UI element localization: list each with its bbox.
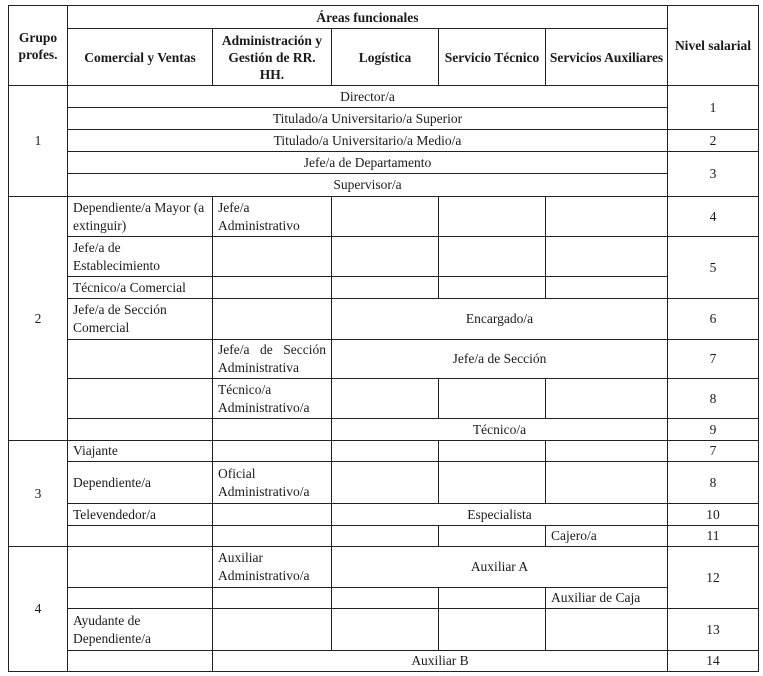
empty-cell xyxy=(332,379,439,419)
empty-cell xyxy=(68,340,213,379)
cell-jefe-departamento: Jefe/a de Departamento xyxy=(68,152,668,174)
empty-cell xyxy=(546,441,668,462)
nivel-1: 1 xyxy=(668,86,759,130)
cell-especialista: Especialista xyxy=(332,504,668,526)
nivel-4: 4 xyxy=(668,197,759,237)
header-nivel: Nivel salarial xyxy=(668,6,759,86)
header-grupo: Grupo profes. xyxy=(9,6,68,86)
cell-jefe-seccion: Jefe/a de Sección xyxy=(332,340,668,379)
cell-cajero: Cajero/a xyxy=(546,526,668,547)
empty-cell xyxy=(332,277,439,299)
empty-cell xyxy=(213,504,332,526)
empty-cell xyxy=(439,277,546,299)
empty-cell xyxy=(546,197,668,237)
nivel-13: 13 xyxy=(668,609,759,651)
empty-cell xyxy=(439,609,546,651)
group-3: 3 xyxy=(9,441,68,547)
empty-cell xyxy=(213,419,332,441)
cell-viajante: Viajante xyxy=(68,441,213,462)
cell-titulado-medio: Titulado/a Universitario/a Medio/a xyxy=(68,130,668,152)
empty-cell xyxy=(546,379,668,419)
nivel-5: 5 xyxy=(668,237,759,299)
nivel-6: 6 xyxy=(668,299,759,340)
nivel-3: 3 xyxy=(668,152,759,197)
cell-jefe-seccion-comercial: Jefe/a de Sección Comercial xyxy=(68,299,213,340)
empty-cell xyxy=(332,462,439,504)
cell-dependiente-mayor: Dependiente/a Mayor (a extinguir) xyxy=(68,197,213,237)
empty-cell xyxy=(213,299,332,340)
nivel-10: 10 xyxy=(668,504,759,526)
nivel-9: 9 xyxy=(668,419,759,441)
cell-encargado: Encargado/a xyxy=(332,299,668,340)
group-2: 2 xyxy=(9,197,68,441)
header-servicio-tecnico: Servicio Técnico xyxy=(439,29,546,86)
empty-cell xyxy=(546,609,668,651)
cell-ayudante-dependiente: Ayudante de Dependiente/a xyxy=(68,609,213,651)
empty-cell xyxy=(332,237,439,277)
empty-cell xyxy=(439,197,546,237)
empty-cell xyxy=(332,441,439,462)
empty-cell xyxy=(332,588,439,609)
empty-cell xyxy=(213,588,332,609)
empty-cell xyxy=(439,237,546,277)
empty-cell xyxy=(213,441,332,462)
empty-cell xyxy=(68,651,213,672)
cell-auxiliar-a: Auxiliar A xyxy=(332,547,668,588)
empty-cell xyxy=(439,379,546,419)
cell-jefe-establecimiento: Jefe/a de Establecimiento xyxy=(68,237,213,277)
group-1: 1 xyxy=(9,86,68,197)
nivel-7: 7 xyxy=(668,441,759,462)
nivel-7: 7 xyxy=(668,340,759,379)
cell-director: Director/a xyxy=(68,86,668,108)
empty-cell xyxy=(213,237,332,277)
header-areas: Áreas funcionales xyxy=(68,6,668,29)
empty-cell xyxy=(546,277,668,299)
empty-cell xyxy=(68,419,213,441)
cell-oficial-administrativo: Oficial Administrativo/a xyxy=(213,462,332,504)
header-comercial: Comercial y Ventas xyxy=(68,29,213,86)
cell-auxiliar-administrativo: Auxiliar Administrativo/a xyxy=(213,547,332,588)
salary-levels-table xyxy=(8,5,759,672)
cell-auxiliar-caja: Auxiliar de Caja xyxy=(546,588,668,609)
nivel-14: 14 xyxy=(668,651,759,672)
header-logistica: Logística xyxy=(332,29,439,86)
nivel-12: 12 xyxy=(668,547,759,609)
cell-supervisor: Supervisor/a xyxy=(68,174,668,197)
empty-cell xyxy=(332,609,439,651)
empty-cell xyxy=(439,588,546,609)
cell-televendedor: Televendedor/a xyxy=(68,504,213,526)
empty-cell xyxy=(439,526,546,547)
nivel-8: 8 xyxy=(668,462,759,504)
empty-cell xyxy=(332,197,439,237)
header-servicios-auxiliares: Servicios Auxiliares xyxy=(546,29,668,86)
nivel-2: 2 xyxy=(668,130,759,152)
header-administracion: Administración y Gestión de RR. HH. xyxy=(213,29,332,86)
empty-cell xyxy=(213,609,332,651)
empty-cell xyxy=(546,462,668,504)
empty-cell xyxy=(439,462,546,504)
cell-tecnico: Técnico/a xyxy=(332,419,668,441)
empty-cell xyxy=(68,547,213,588)
empty-cell xyxy=(546,237,668,277)
empty-cell xyxy=(332,526,439,547)
group-4: 4 xyxy=(9,547,68,672)
nivel-11: 11 xyxy=(668,526,759,547)
empty-cell xyxy=(439,441,546,462)
cell-jefe-seccion-administrativa: Jefe/a de Sección Administrativa xyxy=(213,340,332,379)
empty-cell xyxy=(213,526,332,547)
cell-titulado-superior: Titulado/a Universitario/a Superior xyxy=(68,108,668,130)
empty-cell xyxy=(68,379,213,419)
cell-dependiente: Dependiente/a xyxy=(68,462,213,504)
nivel-8: 8 xyxy=(668,379,759,419)
cell-auxiliar-b: Auxiliar B xyxy=(213,651,668,672)
empty-cell xyxy=(213,277,332,299)
cell-tecnico-administrativo: Técnico/a Administrativo/a xyxy=(213,379,332,419)
cell-jefe-administrativo: Jefe/a Administrativo xyxy=(213,197,332,237)
empty-cell xyxy=(68,526,213,547)
cell-tecnico-comercial: Técnico/a Comercial xyxy=(68,277,213,299)
empty-cell xyxy=(68,588,213,609)
